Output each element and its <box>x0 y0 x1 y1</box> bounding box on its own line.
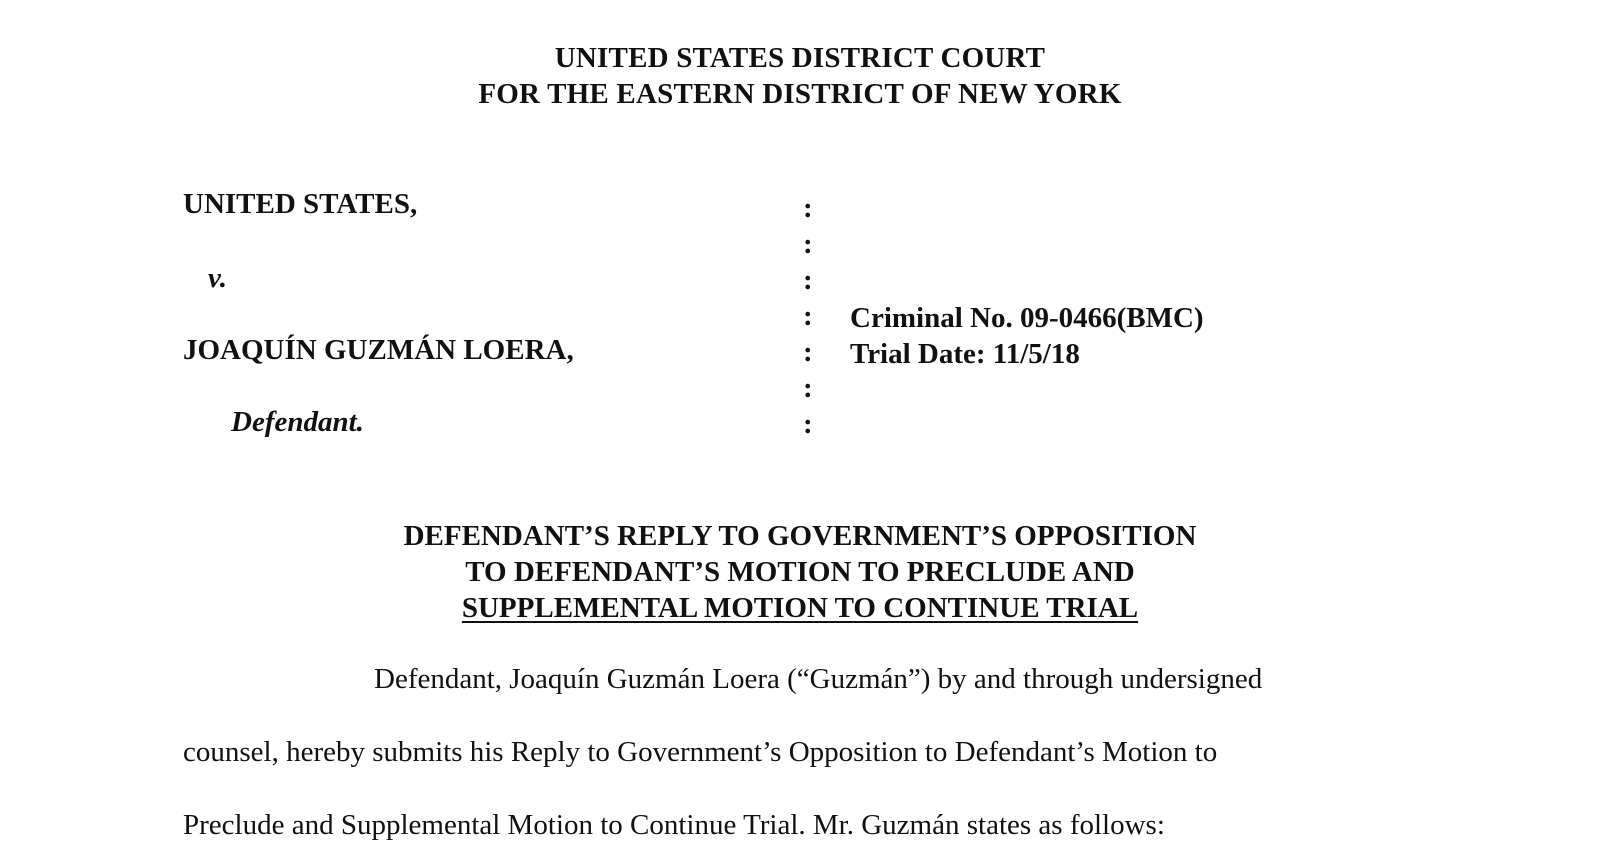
caption-colon: : <box>803 228 813 260</box>
versus-label: v. <box>208 262 228 294</box>
motion-title-line-2: TO DEFENDANT’S MOTION TO PRECLUDE AND <box>465 556 1135 588</box>
court-heading <box>0 40 1600 112</box>
plaintiff-name: UNITED STATES, <box>183 188 418 220</box>
caption-colon: : <box>803 336 813 368</box>
caption-colon: : <box>803 372 813 404</box>
caption-colon: : <box>803 264 813 296</box>
caption-colon: : <box>803 408 813 440</box>
body-line-3: Preclude and Supplemental Motion to Continue Trial. Mr. Guzmán states as follows: <box>183 809 1165 841</box>
motion-title-line-1: DEFENDANT’S REPLY TO GOVERNMENT’S OPPOSITION <box>403 520 1197 552</box>
caption-colon: : <box>803 300 813 332</box>
defendant-role-label: Defendant. <box>231 406 364 438</box>
body-line-1: Defendant, Joaquín Guzmán Loera (“Guzmán”) by and through undersigned <box>374 663 1263 695</box>
motion-title-line-3: SUPPLEMENTAL MOTION TO CONTINUE TRIAL <box>461 592 1139 624</box>
body-line-2: counsel, hereby submits his Reply to Government’s Opposition to Defendant’s Motion to <box>183 736 1218 768</box>
court-district: FOR THE EASTERN DISTRICT OF NEW YORK <box>478 78 1122 110</box>
criminal-number: Criminal No. 09-0466(BMC) <box>850 302 1204 334</box>
motion-title <box>0 518 1600 626</box>
trial-date: Trial Date: 11/5/18 <box>850 338 1080 370</box>
defendant-name: JOAQUÍN GUZMÁN LOERA, <box>183 334 574 366</box>
caption-colon: : <box>803 192 813 224</box>
case-info <box>850 300 1204 372</box>
court-name: UNITED STATES DISTRICT COURT <box>554 42 1046 74</box>
